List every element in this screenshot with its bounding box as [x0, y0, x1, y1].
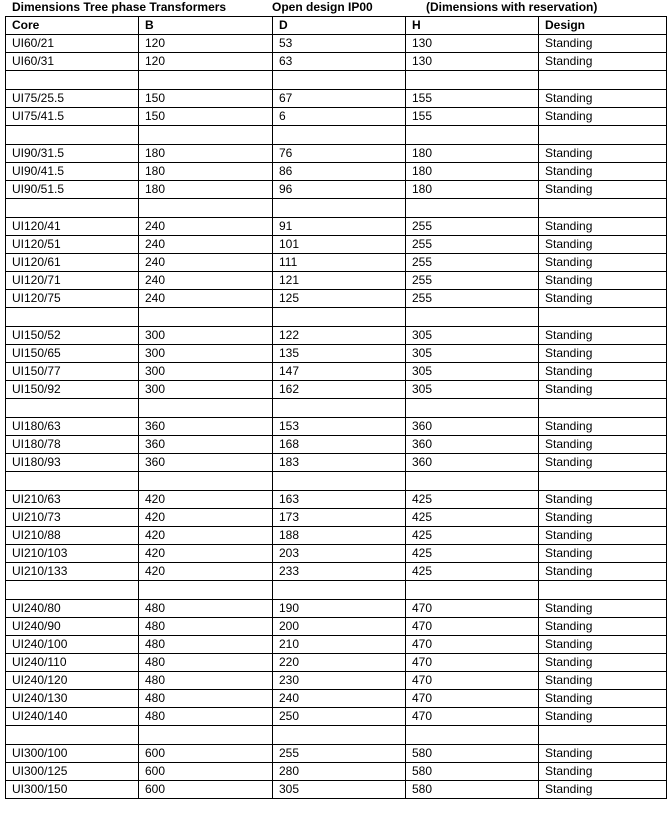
cell-d: 163	[273, 491, 406, 509]
table-row	[6, 363, 667, 381]
empty-cell	[539, 199, 667, 218]
cell-core: UI210/103	[6, 545, 139, 563]
table-row	[6, 690, 667, 708]
column-header-b: B	[139, 17, 273, 35]
table-row	[6, 527, 667, 545]
table-row	[6, 181, 667, 199]
cell-d: 305	[273, 781, 406, 799]
cell-core: UI150/65	[6, 345, 139, 363]
cell-design: Standing	[539, 35, 667, 53]
cell-d: 210	[273, 636, 406, 654]
empty-cell	[539, 126, 667, 145]
cell-b: 600	[139, 745, 273, 763]
dimensions-table	[5, 16, 667, 799]
table-row	[6, 290, 667, 308]
cell-core: UI150/52	[6, 327, 139, 345]
cell-core: UI180/93	[6, 454, 139, 472]
cell-b: 300	[139, 381, 273, 399]
cell-design: Standing	[539, 90, 667, 108]
table-row	[6, 145, 667, 163]
cell-b: 600	[139, 781, 273, 799]
cell-h: 305	[406, 345, 539, 363]
cell-core: UI240/130	[6, 690, 139, 708]
table-row	[6, 545, 667, 563]
cell-core: UI240/90	[6, 618, 139, 636]
cell-b: 480	[139, 600, 273, 618]
cell-d: 111	[273, 254, 406, 272]
empty-cell	[6, 399, 139, 418]
cell-design: Standing	[539, 236, 667, 254]
cell-d: 96	[273, 181, 406, 199]
cell-h: 130	[406, 35, 539, 53]
cell-d: 255	[273, 745, 406, 763]
cell-b: 300	[139, 363, 273, 381]
cell-b: 180	[139, 163, 273, 181]
cell-h: 180	[406, 145, 539, 163]
column-header-h: H	[406, 17, 539, 35]
table-row	[6, 218, 667, 236]
cell-d: 86	[273, 163, 406, 181]
empty-cell	[406, 308, 539, 327]
cell-design: Standing	[539, 708, 667, 726]
empty-cell	[406, 399, 539, 418]
cell-design: Standing	[539, 181, 667, 199]
cell-design: Standing	[539, 745, 667, 763]
cell-design: Standing	[539, 272, 667, 290]
cell-d: 280	[273, 763, 406, 781]
cell-core: UI90/31.5	[6, 145, 139, 163]
cell-d: 6	[273, 108, 406, 126]
cell-h: 155	[406, 90, 539, 108]
cell-h: 580	[406, 781, 539, 799]
table-row	[6, 781, 667, 799]
empty-cell	[539, 472, 667, 491]
table-row	[6, 763, 667, 781]
empty-cell	[6, 71, 139, 90]
cell-b: 300	[139, 327, 273, 345]
cell-design: Standing	[539, 418, 667, 436]
cell-h: 255	[406, 272, 539, 290]
cell-core: UI150/77	[6, 363, 139, 381]
table-row	[6, 563, 667, 581]
table-row	[6, 35, 667, 53]
cell-b: 240	[139, 290, 273, 308]
cell-d: 240	[273, 690, 406, 708]
cell-b: 480	[139, 708, 273, 726]
cell-design: Standing	[539, 436, 667, 454]
cell-design: Standing	[539, 654, 667, 672]
spacer-row	[6, 581, 667, 600]
table-row	[6, 418, 667, 436]
cell-d: 67	[273, 90, 406, 108]
cell-d: 101	[273, 236, 406, 254]
cell-design: Standing	[539, 345, 667, 363]
empty-cell	[6, 726, 139, 745]
table-row	[6, 327, 667, 345]
cell-design: Standing	[539, 563, 667, 581]
cell-b: 240	[139, 218, 273, 236]
cell-d: 183	[273, 454, 406, 472]
cell-d: 233	[273, 563, 406, 581]
column-header-core: Core	[6, 17, 139, 35]
cell-design: Standing	[539, 690, 667, 708]
cell-design: Standing	[539, 327, 667, 345]
empty-cell	[139, 199, 273, 218]
cell-core: UI180/63	[6, 418, 139, 436]
cell-b: 180	[139, 181, 273, 199]
sheet-title-bar	[0, 0, 670, 15]
table-row	[6, 381, 667, 399]
cell-h: 425	[406, 491, 539, 509]
cell-b: 420	[139, 563, 273, 581]
cell-core: UI120/51	[6, 236, 139, 254]
cell-d: 168	[273, 436, 406, 454]
cell-design: Standing	[539, 145, 667, 163]
empty-cell	[273, 399, 406, 418]
cell-d: 200	[273, 618, 406, 636]
cell-h: 470	[406, 690, 539, 708]
cell-h: 470	[406, 672, 539, 690]
cell-design: Standing	[539, 618, 667, 636]
cell-design: Standing	[539, 454, 667, 472]
cell-d: 230	[273, 672, 406, 690]
cell-b: 360	[139, 436, 273, 454]
cell-d: 147	[273, 363, 406, 381]
cell-h: 305	[406, 327, 539, 345]
cell-design: Standing	[539, 108, 667, 126]
cell-design: Standing	[539, 545, 667, 563]
empty-cell	[139, 581, 273, 600]
cell-b: 120	[139, 53, 273, 71]
empty-cell	[6, 472, 139, 491]
cell-d: 135	[273, 345, 406, 363]
table-header-row	[6, 17, 667, 35]
cell-h: 305	[406, 363, 539, 381]
table-row	[6, 636, 667, 654]
cell-h: 580	[406, 763, 539, 781]
cell-core: UI300/150	[6, 781, 139, 799]
table-row	[6, 672, 667, 690]
table-row	[6, 654, 667, 672]
cell-b: 420	[139, 491, 273, 509]
cell-core: UI210/88	[6, 527, 139, 545]
cell-h: 580	[406, 745, 539, 763]
empty-cell	[139, 399, 273, 418]
cell-core: UI210/73	[6, 509, 139, 527]
cell-core: UI180/78	[6, 436, 139, 454]
cell-core: UI60/31	[6, 53, 139, 71]
sheet-note: (Dimensions with reservation)	[426, 0, 598, 14]
spacer-row	[6, 199, 667, 218]
cell-design: Standing	[539, 363, 667, 381]
spacer-row	[6, 726, 667, 745]
cell-core: UI240/140	[6, 708, 139, 726]
table-row	[6, 436, 667, 454]
empty-cell	[406, 581, 539, 600]
empty-cell	[6, 126, 139, 145]
empty-cell	[539, 726, 667, 745]
cell-h: 180	[406, 163, 539, 181]
table-row	[6, 708, 667, 726]
cell-core: UI60/21	[6, 35, 139, 53]
cell-core: UI240/100	[6, 636, 139, 654]
sheet-subtitle: Open design IP00	[272, 0, 373, 14]
empty-cell	[139, 308, 273, 327]
empty-cell	[6, 581, 139, 600]
cell-h: 180	[406, 181, 539, 199]
empty-cell	[139, 472, 273, 491]
column-header-d: D	[273, 17, 406, 35]
empty-cell	[539, 581, 667, 600]
spacer-row	[6, 71, 667, 90]
cell-d: 220	[273, 654, 406, 672]
table-row	[6, 254, 667, 272]
table-row	[6, 491, 667, 509]
cell-b: 420	[139, 527, 273, 545]
cell-b: 180	[139, 145, 273, 163]
cell-core: UI300/125	[6, 763, 139, 781]
empty-cell	[273, 71, 406, 90]
cell-core: UI150/92	[6, 381, 139, 399]
cell-design: Standing	[539, 491, 667, 509]
cell-design: Standing	[539, 218, 667, 236]
cell-design: Standing	[539, 53, 667, 71]
cell-design: Standing	[539, 290, 667, 308]
empty-cell	[139, 71, 273, 90]
cell-d: 125	[273, 290, 406, 308]
cell-design: Standing	[539, 672, 667, 690]
cell-design: Standing	[539, 763, 667, 781]
cell-h: 130	[406, 53, 539, 71]
cell-core: UI240/120	[6, 672, 139, 690]
cell-b: 420	[139, 509, 273, 527]
cell-core: UI120/41	[6, 218, 139, 236]
table-row	[6, 108, 667, 126]
cell-d: 53	[273, 35, 406, 53]
cell-h: 470	[406, 636, 539, 654]
cell-d: 91	[273, 218, 406, 236]
cell-d: 153	[273, 418, 406, 436]
cell-core: UI75/25.5	[6, 90, 139, 108]
empty-cell	[273, 308, 406, 327]
cell-d: 203	[273, 545, 406, 563]
table-row	[6, 236, 667, 254]
cell-core: UI90/51.5	[6, 181, 139, 199]
cell-h: 470	[406, 654, 539, 672]
cell-b: 600	[139, 763, 273, 781]
table-row	[6, 745, 667, 763]
table-row	[6, 272, 667, 290]
cell-d: 188	[273, 527, 406, 545]
cell-design: Standing	[539, 781, 667, 799]
empty-cell	[273, 726, 406, 745]
cell-core: UI300/100	[6, 745, 139, 763]
spacer-row	[6, 126, 667, 145]
cell-core: UI90/41.5	[6, 163, 139, 181]
table-row	[6, 53, 667, 71]
cell-b: 150	[139, 108, 273, 126]
cell-h: 425	[406, 527, 539, 545]
cell-d: 63	[273, 53, 406, 71]
cell-core: UI210/133	[6, 563, 139, 581]
empty-cell	[406, 726, 539, 745]
cell-core: UI75/41.5	[6, 108, 139, 126]
table-row	[6, 163, 667, 181]
table-row	[6, 509, 667, 527]
cell-h: 360	[406, 454, 539, 472]
empty-cell	[539, 399, 667, 418]
empty-cell	[273, 472, 406, 491]
spacer-row	[6, 399, 667, 418]
table-row	[6, 454, 667, 472]
cell-core: UI120/71	[6, 272, 139, 290]
empty-cell	[406, 472, 539, 491]
cell-d: 190	[273, 600, 406, 618]
cell-d: 76	[273, 145, 406, 163]
empty-cell	[139, 126, 273, 145]
table-row	[6, 618, 667, 636]
cell-h: 360	[406, 418, 539, 436]
table-body	[6, 35, 667, 799]
cell-d: 250	[273, 708, 406, 726]
empty-cell	[273, 581, 406, 600]
cell-h: 255	[406, 254, 539, 272]
cell-core: UI120/61	[6, 254, 139, 272]
cell-design: Standing	[539, 381, 667, 399]
cell-h: 470	[406, 708, 539, 726]
cell-b: 240	[139, 272, 273, 290]
cell-b: 420	[139, 545, 273, 563]
cell-design: Standing	[539, 636, 667, 654]
cell-h: 470	[406, 600, 539, 618]
cell-d: 122	[273, 327, 406, 345]
cell-h: 470	[406, 618, 539, 636]
cell-b: 480	[139, 672, 273, 690]
cell-core: UI210/63	[6, 491, 139, 509]
cell-h: 425	[406, 545, 539, 563]
cell-design: Standing	[539, 509, 667, 527]
cell-b: 150	[139, 90, 273, 108]
empty-cell	[539, 71, 667, 90]
table-row	[6, 600, 667, 618]
cell-h: 425	[406, 509, 539, 527]
cell-b: 300	[139, 345, 273, 363]
cell-h: 255	[406, 290, 539, 308]
column-header-design: Design	[539, 17, 667, 35]
cell-b: 480	[139, 690, 273, 708]
empty-cell	[6, 308, 139, 327]
empty-cell	[273, 126, 406, 145]
cell-d: 173	[273, 509, 406, 527]
spacer-row	[6, 308, 667, 327]
cell-h: 255	[406, 218, 539, 236]
empty-cell	[539, 308, 667, 327]
cell-design: Standing	[539, 163, 667, 181]
cell-h: 255	[406, 236, 539, 254]
cell-h: 305	[406, 381, 539, 399]
empty-cell	[139, 726, 273, 745]
table-row	[6, 345, 667, 363]
cell-b: 480	[139, 618, 273, 636]
cell-d: 162	[273, 381, 406, 399]
cell-b: 360	[139, 418, 273, 436]
empty-cell	[406, 71, 539, 90]
cell-h: 360	[406, 436, 539, 454]
cell-h: 155	[406, 108, 539, 126]
cell-design: Standing	[539, 527, 667, 545]
cell-b: 120	[139, 35, 273, 53]
empty-cell	[6, 199, 139, 218]
cell-core: UI120/75	[6, 290, 139, 308]
cell-core: UI240/80	[6, 600, 139, 618]
cell-h: 425	[406, 563, 539, 581]
cell-core: UI240/110	[6, 654, 139, 672]
spacer-row	[6, 472, 667, 491]
cell-b: 480	[139, 654, 273, 672]
empty-cell	[273, 199, 406, 218]
cell-design: Standing	[539, 254, 667, 272]
cell-b: 240	[139, 254, 273, 272]
cell-d: 121	[273, 272, 406, 290]
table-row	[6, 90, 667, 108]
cell-b: 360	[139, 454, 273, 472]
cell-b: 240	[139, 236, 273, 254]
cell-b: 480	[139, 636, 273, 654]
empty-cell	[406, 126, 539, 145]
sheet-title: Dimensions Tree phase Transformers	[12, 0, 227, 14]
cell-design: Standing	[539, 600, 667, 618]
empty-cell	[406, 199, 539, 218]
